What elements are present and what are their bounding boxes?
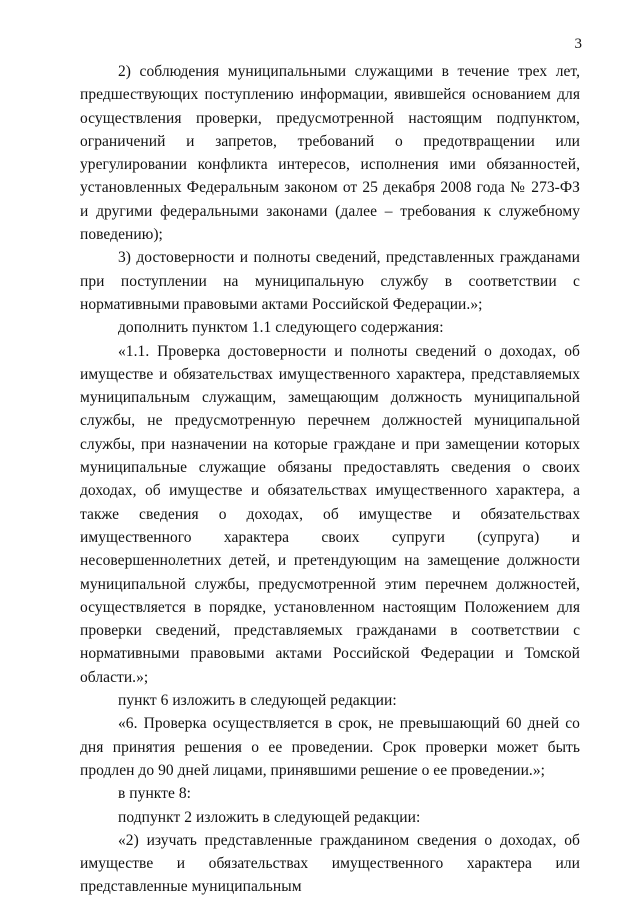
paragraph-subitem-2: 2) соблюдения муниципальными служащими в течение трех лет, предшествующих поступлению информации, явившейся основанием для осуществления проверки, предусмотренной настоящим подпунктом, ограничений и запретов, требований о предотвращении или урегулировании конфликта интересов, исполнения ими обязанностей, установленных Федеральным законом от 25 декабря 2008 года № 273-ФЗ и другими федеральными законами (далее – требования к служебному поведению); <box>80 63 580 244</box>
paragraph-item-8: в пункте 8: <box>118 785 191 803</box>
paragraph-item-1-1-text: «1.1. Проверка достоверности и полноты сведений о доходах, об имуществе и обязательствах имущественного характера, представляемых муниципальным служащим, замещающим должность муниципальной службы, не предусмотренную перечнем должностей муниципальной службы, при назначении на которые граждане и при замещении которых муниципальные служащие обязаны предоставлять сведения о своих доходах, об имуществе и обязательствах имущественного характера, а также сведения о доходах, об имуществе и обязательствах имущественного характера своих супруги (супруга) и несовершеннолетних детей, и претендующим на замещение должности муниципальной службы, предусмотренной этим перечнем должностей, осуществляется в порядке, установленном настоящим Положением для проверки сведений, представляемых гражданами в соответствии с нормативными правовыми актами Российской Федерации и Томской области.»; <box>80 342 580 686</box>
paragraph-subitem-3: 3) достоверности и полноты сведений, представленных гражданами при поступлении на муниципальную службу в соответствии с нормативными правовыми актами Российской Федерации.»; <box>80 249 580 313</box>
paragraph-subitem-2-text: «2) изучать представленные гражданином сведения о доходах, об имуществе и обязательствах имущественного характера или представленные муниципальным <box>80 831 580 896</box>
paragraph-item-6-text: «6. Проверка осуществляется в срок, не превышающий 60 дней со дня принятия решения о ее проведении. Срок проверки может быть продлен до 90 дней лицами, принявшими решение о ее проведении.»; <box>80 715 580 779</box>
paragraph-item-6-instruction: пункт 6 изложить в следующей редакции: <box>118 692 397 710</box>
paragraph-add-item-1-1: дополнить пунктом 1.1 следующего содержания: <box>118 319 444 337</box>
page-number: 3 <box>574 36 582 52</box>
paragraph-subitem-2-instruction: подпункт 2 изложить в следующей редакции: <box>118 808 421 826</box>
document-body <box>80 60 580 899</box>
